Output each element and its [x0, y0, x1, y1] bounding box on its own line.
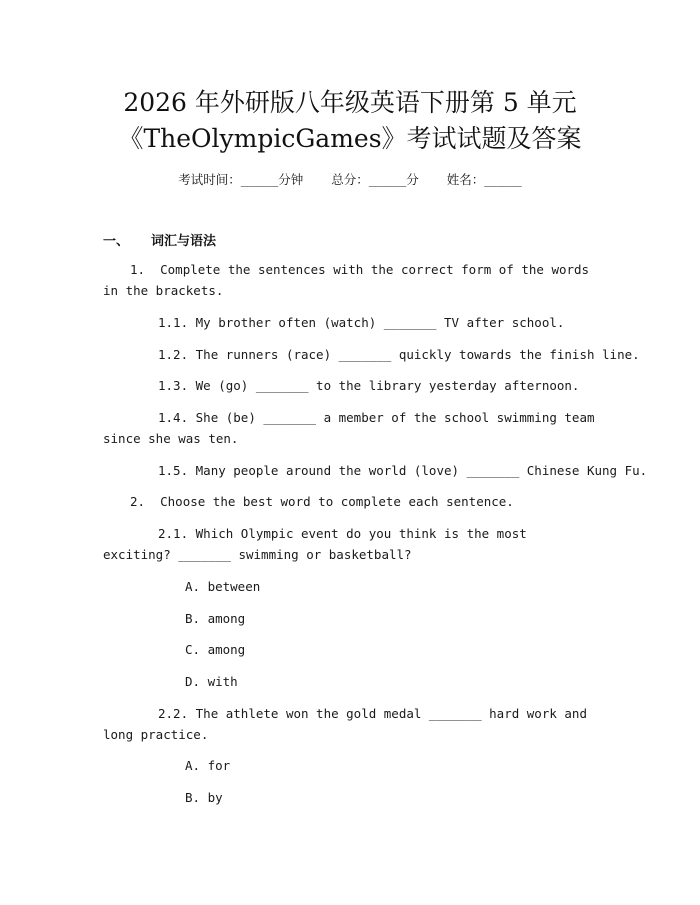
- section-number: 一、: [103, 234, 130, 249]
- question-item: [158, 315, 564, 330]
- question-number: 2.: [130, 494, 146, 509]
- section-title: 词汇与语法: [151, 234, 217, 249]
- exam-title-line2: 《TheOlympicGames》考试试题及答案: [118, 124, 582, 153]
- item-text: My brother often (watch) _______ TV after school.: [195, 315, 565, 330]
- option-b[interactable]: B. by: [185, 790, 223, 805]
- exam-info-row: [0, 170, 700, 188]
- student-name-field: 姓名：______: [446, 172, 522, 187]
- section-heading: [103, 230, 216, 249]
- question-text: Complete the sentences with the correct form of the words in the brackets.: [103, 262, 590, 298]
- item-number: 1.4.: [158, 410, 189, 425]
- question-number: 1.: [130, 262, 146, 277]
- question-item: [103, 407, 600, 449]
- item-text: Many people around the world (love) _______ Chinese Kung Fu.: [195, 463, 648, 478]
- question-2: [130, 494, 514, 509]
- question-1: [103, 259, 600, 301]
- option-c[interactable]: C. among: [185, 642, 246, 657]
- exam-score-field: 总分：______分: [331, 172, 419, 187]
- item-number: 1.1.: [158, 315, 189, 330]
- question-item: [103, 703, 600, 745]
- question-item: [158, 463, 647, 478]
- item-text: The athlete won the gold medal _______ hard work and long practice.: [103, 706, 587, 742]
- item-text: The runners (race) _______ quickly towards the finish line.: [195, 347, 640, 362]
- question-item: [158, 347, 640, 362]
- option-a[interactable]: A. between: [185, 579, 261, 594]
- item-number: 2.2.: [158, 706, 189, 721]
- exam-title-line1: 2026 年外研版八年级英语下册第 5 单元: [123, 88, 577, 117]
- option-b[interactable]: B. among: [185, 611, 246, 626]
- option-a[interactable]: A. for: [185, 758, 231, 773]
- exam-time-field: 考试时间：______分钟: [178, 172, 304, 187]
- item-text: We (go) _______ to the library yesterday afternoon.: [195, 378, 580, 393]
- option-d[interactable]: D. with: [185, 674, 238, 689]
- item-text: Which Olympic event do you think is the most exciting? _______ swimming or basketball?: [103, 526, 527, 562]
- question-item: [103, 523, 600, 565]
- item-number: 2.1.: [158, 526, 189, 541]
- question-item: [158, 378, 579, 393]
- item-number: 1.5.: [158, 463, 189, 478]
- item-number: 1.2.: [158, 347, 189, 362]
- question-text: Choose the best word to complete each sentence.: [160, 494, 514, 509]
- item-text: She (be) _______ a member of the school swimming team since she was ten.: [103, 410, 595, 446]
- item-number: 1.3.: [158, 378, 189, 393]
